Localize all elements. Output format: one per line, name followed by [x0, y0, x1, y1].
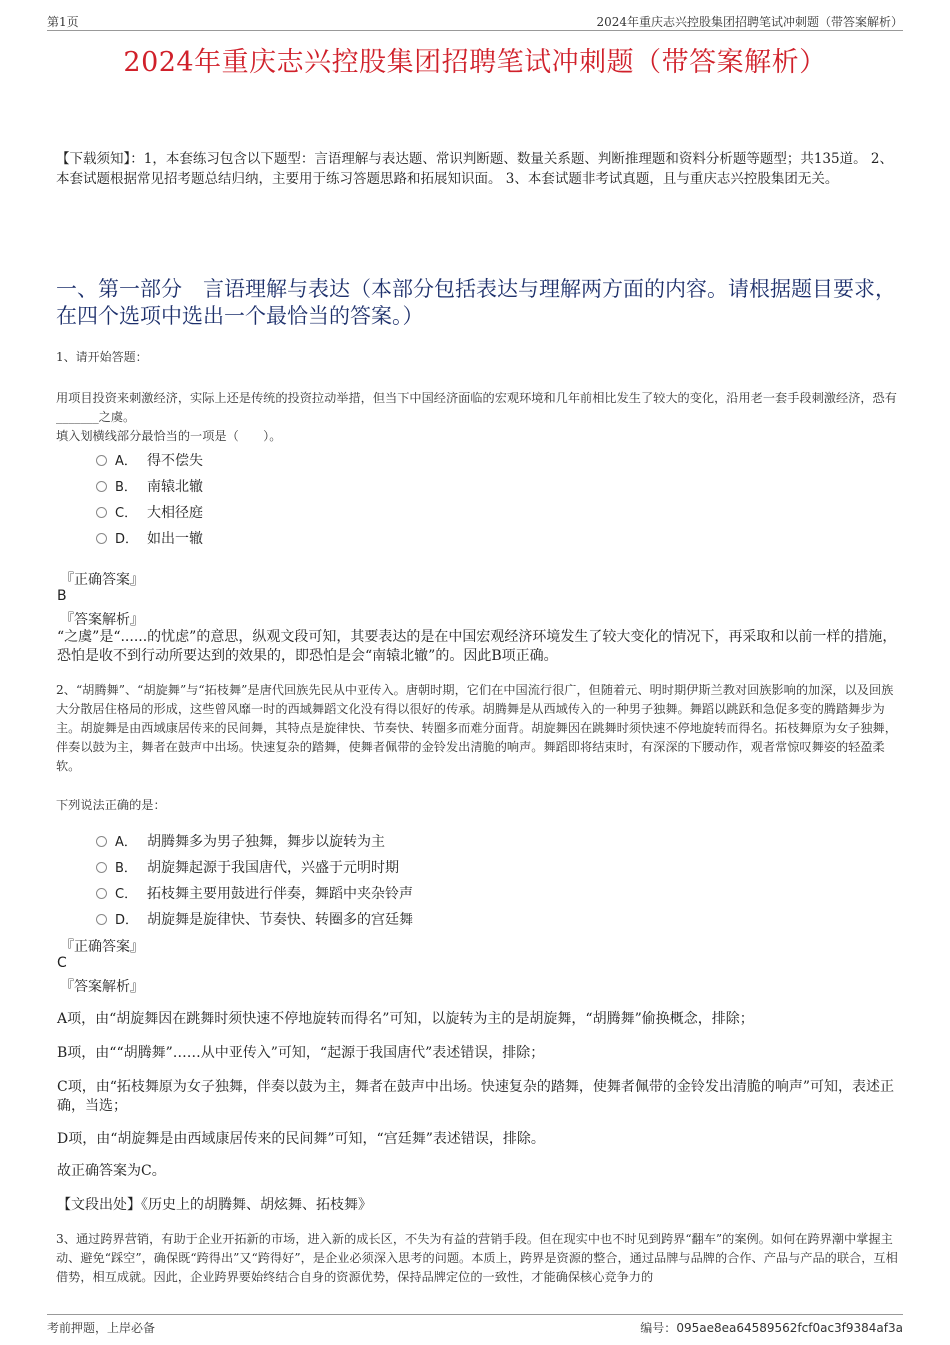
footer-slogan: 考前押题，上岸必备: [47, 1321, 156, 1335]
document-title: 2024年重庆志兴控股集团招聘笔试冲刺题（带答案解析）: [123, 47, 827, 78]
q1-intro: 1、请开始答题：: [56, 350, 148, 364]
page-header: [47, 10, 903, 31]
q2-option-b[interactable]: B． 胡旋舞起源于我国唐代，兴盛于元明时期: [96, 857, 399, 879]
q1-text: 用项目投资来刺激经济，实际上还是传统的投资拉动举措，但当下中国经济面临的宏观环境和几年前相比发生了较大的变化，沿用老一套手段刺激经济，恐有_______之虞。: [56, 391, 897, 424]
footer-code: 编号：095ae8ea64589562fcf0ac3f9384af3a: [640, 1321, 903, 1335]
radio-icon[interactable]: [96, 914, 107, 925]
q2-analysis-b: B项，由““胡腾舞”……从中亚传入”可知，“起源于我国唐代”表述错误，排除；: [57, 1045, 545, 1061]
radio-icon[interactable]: [96, 888, 107, 899]
page-number: 第1页: [47, 15, 79, 29]
radio-icon[interactable]: [96, 455, 107, 466]
q2-source: 【文段出处】《历史上的胡腾舞、胡炫舞、拓枝舞》: [57, 1197, 372, 1213]
q2-option-c[interactable]: C． 拓枝舞主要用鼓进行伴奏，舞蹈中夹杂铃声: [96, 883, 413, 905]
q1-prompt: 填入划横线部分最恰当的一项是（ ）。: [56, 429, 282, 443]
q2-text: 2、“胡腾舞”、“胡旋舞”与“拓枝舞”是唐代回族先民从中亚传入。唐朝时期，它们在中国流行很广，但随着元、明时期伊斯兰教对回族影响的加深，以及回族大分散居住格局的形成，这些曾风靡一时的西域舞蹈文化没有得以很好的传承。胡腾舞是从西域传入的一种男子独舞。舞蹈以跳跃和急促多变的腾踏舞步为主。胡旋舞是由西域康居传来的民间舞，其特点是旋律快、节奏快、转圈多而难分面背。胡旋舞因在跳舞时须快速不停地旋转而得名。拓枝舞原为女子独舞，伴奏以鼓为主，舞者在鼓声中出场。快速复杂的踏舞，使舞者佩带的金铃发出清脆的响声。舞蹈即将结束时，有深深的下腰动作，观者常惊叹舞姿的轻盈柔软。: [56, 683, 897, 773]
radio-icon[interactable]: [96, 836, 107, 847]
q3-text: 3、通过跨界营销，有助于企业开拓新的市场，进入新的成长区，不失为有益的营销手段。但在现实中也不时见到跨界“翻车”的案例。如何在跨界潮中掌握主动、避免“踩空”，确保既“跨得出”又“跨得好”，是企业必须深入思考的问题。本质上，跨界是资源的整合，通过品牌与品牌的合作、产品与产品的联合，互相借势，相互成就。因此，企业跨界要始终结合自身的资源优势，保持品牌定位的一致性，才能确保核心竞争力的: [56, 1232, 898, 1284]
q2-option-a[interactable]: A． 胡腾舞多为男子独舞，舞步以旋转为主: [96, 831, 385, 853]
q1-analysis: “之虞”是“......的忧虑”的意思，纵观文段可知，其要表达的是在中国宏观经济环境发生了较大变化的情况下，再采取和以前一样的措施，恐怕是收不到行动所要达到的效果的，即恐怕是会“南辕北辙”的。因此B项正确。: [57, 629, 897, 664]
q2-prompt: 下列说法正确的是：: [56, 798, 166, 812]
download-notice: 【下载须知】：1，本套练习包含以下题型：言语理解与表达题、常识判断题、数量关系题、判断推理题和资料分析题等题型；共135道。 2、本套试题根据常见招考题总结归纳，主要用于练习答题思路和拓展知识面。 3、本套试题非考试真题，且与重庆志兴控股集团无关。: [56, 151, 893, 187]
q1-answer: B: [57, 588, 67, 604]
q1-option-a[interactable]: A． 得不偿失: [96, 450, 203, 472]
q2-analysis-c: C项，由“拓枝舞原为女子独舞，伴奏以鼓为主，舞者在鼓声中出场。快速复杂的踏舞，使舞者佩带的金铃发出清脆的响声”可知，表述正确，当选；: [57, 1079, 895, 1114]
q2-analysis-label: 『答案解析』: [60, 979, 144, 995]
radio-icon[interactable]: [96, 862, 107, 873]
radio-icon[interactable]: [96, 533, 107, 544]
q1-option-d[interactable]: D． 如出一辙: [96, 528, 203, 550]
section-heading: 一、第一部分 言语理解与表达（本部分包括表达与理解两方面的内容。请根据题目要求，在四个选项中选出一个最恰当的答案。）: [56, 277, 896, 328]
q1-analysis-label: 『答案解析』: [60, 612, 144, 628]
q1-option-c[interactable]: C． 大相径庭: [96, 502, 203, 524]
q2-analysis-d: D项，由“胡旋舞是由西域康居传来的民间舞”可知，“宫廷舞”表述错误，排除。: [57, 1131, 545, 1147]
q1-option-b[interactable]: B． 南辕北辙: [96, 476, 203, 498]
page-footer: [47, 1314, 903, 1337]
header-doc-title: 2024年重庆志兴控股集团招聘笔试冲刺题（带答案解析）: [596, 15, 903, 29]
q2-answer-label: 『正确答案』: [60, 939, 144, 955]
q2-answer: C: [57, 955, 67, 971]
q1-answer-label: 『正确答案』: [60, 572, 144, 588]
radio-icon[interactable]: [96, 481, 107, 492]
q2-conclusion: 故正确答案为C。: [57, 1163, 166, 1179]
radio-icon[interactable]: [96, 507, 107, 518]
q2-option-d[interactable]: D． 胡旋舞是旋律快、节奏快、转圈多的宫廷舞: [96, 909, 413, 931]
q2-analysis-a: A项，由“胡旋舞因在跳舞时须快速不停地旋转而得名”可知，以旋转为主的是胡旋舞，“胡腾舞”偷换概念，排除；: [57, 1011, 754, 1027]
